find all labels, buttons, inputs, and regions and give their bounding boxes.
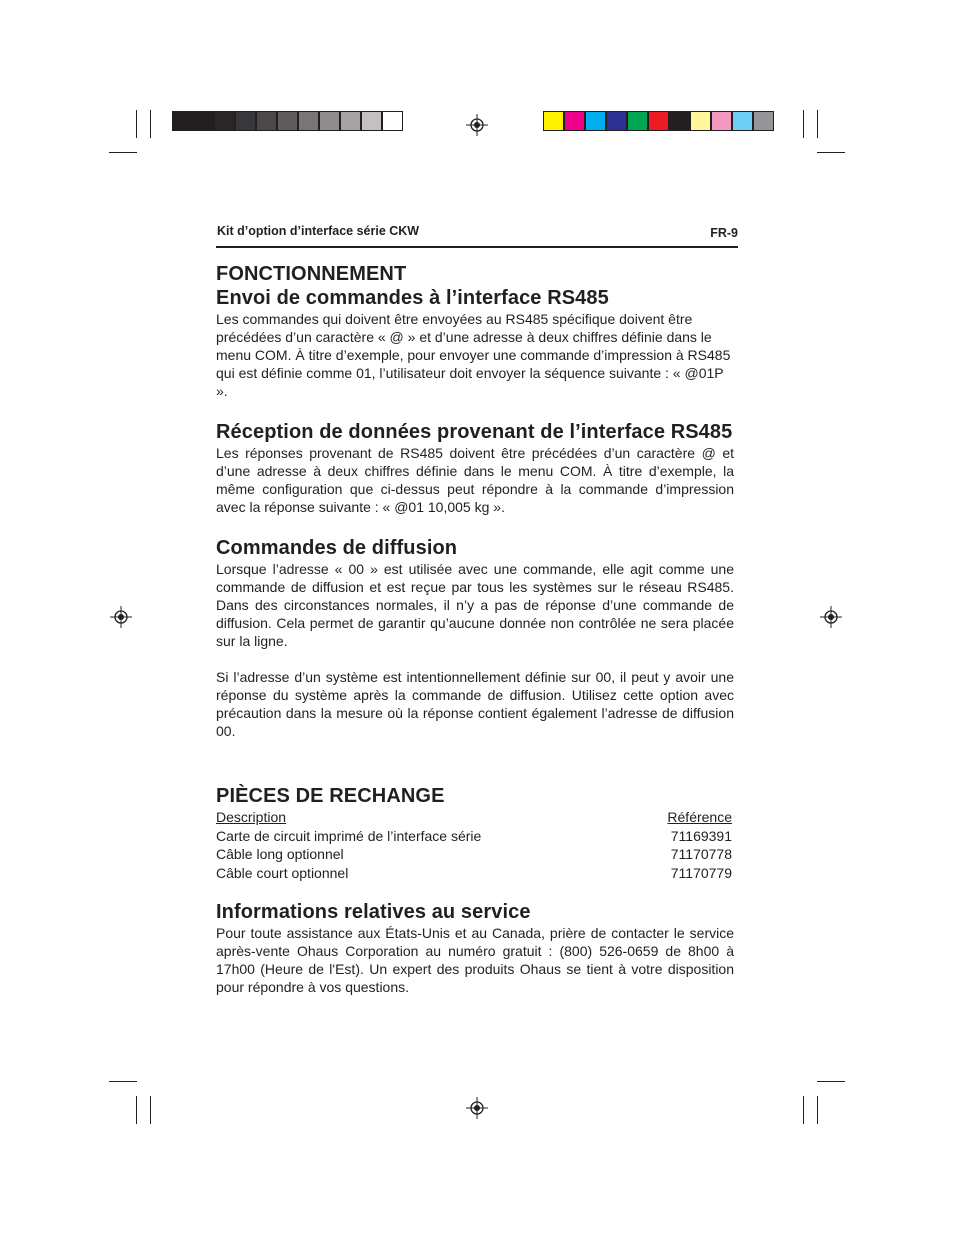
table-row [216,845,732,864]
grayscale-swatch [277,111,298,131]
table-row [216,864,732,883]
color-swatch [627,111,648,131]
page-content [216,262,734,996]
grayscale-bar [172,111,403,131]
part-reference: 71170779 [670,864,732,881]
subheading-receive-data: Réception de données provenant de l’interface RS485 [216,421,733,443]
color-swatch [585,111,606,131]
grayscale-swatch [361,111,382,131]
part-reference: 71170778 [670,846,732,863]
section-heading-parts: PIÈCES DE RECHANGE [216,785,445,807]
running-header-title: Kit d’option d’interface série CKW [217,224,420,238]
paragraph-send-commands: Les commandes qui doivent être envoyées au RS485 spécifique doivent être précédées d’un caractère « @ » et d’une adresse à deux chiffres définie dans le menu COM. À titre d’exemple, pour envoyer une commande d’impression à RS485 qui est définie comme 01, l’utilisateur doit envoyer la séquence suivante : « @01P ». [216,311,731,399]
paragraph-receive-data: Les réponses provenant de RS485 doivent être précédées d’un caractère @ et d’une adresse à deux chiffres définie dans le menu COM. À titre d’exemple, la même configuration que ci-dessus peut répondre à la commande d’impression avec la réponse suivante : « @01 10,005 kg ». [216,445,734,515]
registration-mark-icon [466,1097,488,1119]
column-header-description: Description [216,809,287,825]
registration-mark-icon [820,606,842,628]
paragraph-broadcast-2: Si l’adresse d’un système est intentionnellement définie sur 00, il peut y avoir une réponse du système après la commande de diffusion. Utilisez cette option avec précaution dans la mesure où la réponse contient également l’adresse de diffusion 00. [216,669,734,739]
part-description: Câble long optionnel [216,846,344,863]
color-swatch [648,111,669,131]
part-reference: 71169391 [670,827,732,844]
paragraph-service: Pour toute assistance aux États-Unis et au Canada, prière de contacter le service après-vente Ohaus Corporation au numéro gratuit : (800) 526-0659 de 8h00 à 17h00 (Heure de l'Est). Un expert des produits Ohaus se tient à votre disposition pour répondre à vos questions. [216,925,734,996]
color-bar [543,111,774,131]
grayscale-swatch [298,111,319,131]
paragraph-broadcast-1: Lorsque l’adresse « 00 » est utilisée avec une commande, elle agit comme une commande de diffusion et est reçue par tous les systèmes sur le réseau RS485. Dans des circonstances normales, il n’y a pas de réponse d’une commande de diffusion. Cela permet de garantir qu’aucune donnée non contrôlée ne sera placée sur la ligne. [216,561,734,649]
grayscale-swatch [382,111,403,131]
color-swatch [543,111,564,131]
grayscale-swatch [340,111,361,131]
subheading-send-commands: Envoi de commandes à l’interface RS485 [216,287,609,309]
grayscale-swatch [172,111,193,131]
color-swatch [753,111,774,131]
grayscale-swatch [193,111,214,131]
header-rule [216,246,738,248]
grayscale-swatch [235,111,256,131]
registration-mark-icon [466,114,488,136]
parts-table [216,808,732,882]
grayscale-swatch [319,111,340,131]
part-description: Câble court optionnel [216,864,349,881]
color-swatch [711,111,732,131]
subheading-service: Informations relatives au service [216,901,531,924]
page-number: FR-9 [710,226,738,240]
parts-table-header [216,808,732,827]
grayscale-swatch [214,111,235,131]
table-row [216,827,732,846]
color-swatch [732,111,753,131]
color-swatch [564,111,585,131]
color-swatch [606,111,627,131]
registration-mark-icon [110,606,132,628]
section-heading-operation: FONCTIONNEMENT [216,263,407,285]
column-header-reference: Référence [667,809,732,825]
grayscale-swatch [256,111,277,131]
part-description: Carte de circuit imprimé de l’interface série [216,827,482,844]
color-swatch [690,111,711,131]
color-swatch [669,111,690,131]
subheading-broadcast: Commandes de diffusion [216,537,458,559]
